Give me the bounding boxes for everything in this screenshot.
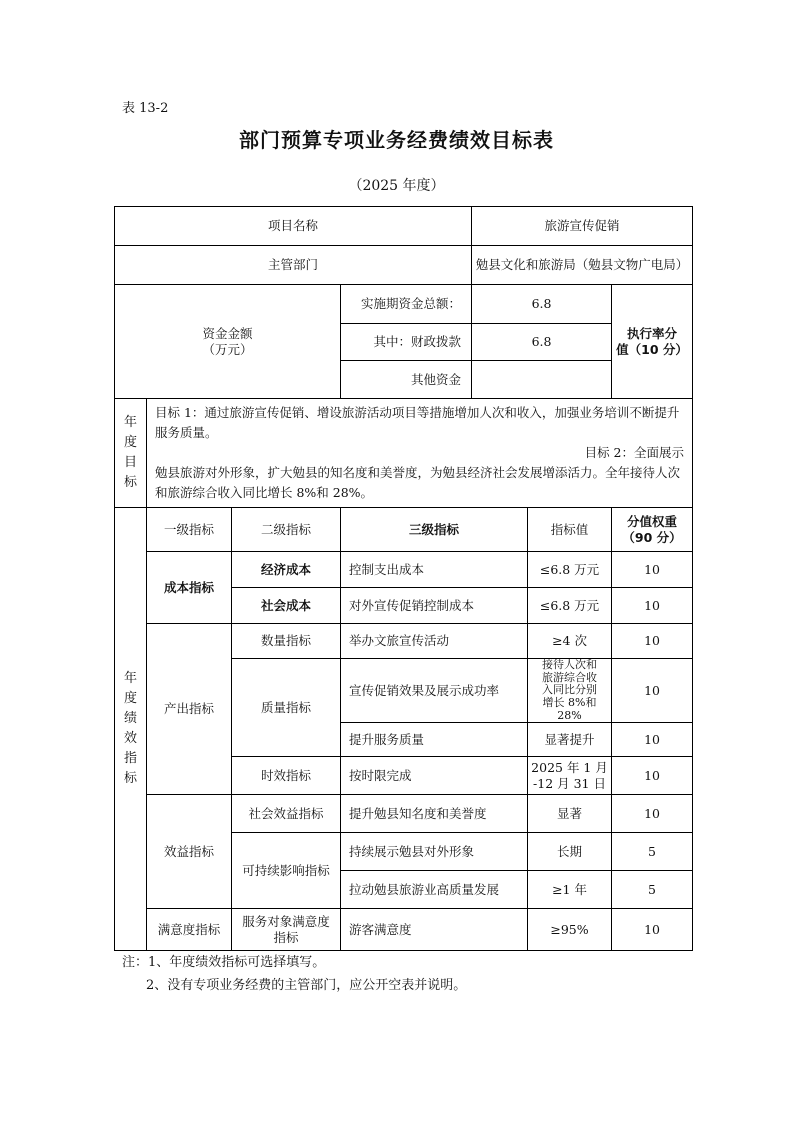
project-name-label: 项目名称: [115, 207, 472, 246]
score-cell: 10: [612, 723, 693, 757]
level2-cell: 可持续影响指标: [232, 833, 341, 909]
funds-label: 资金金额 （万元）: [115, 285, 341, 399]
table-row: [115, 909, 693, 951]
total-funds-value: 6.8: [472, 285, 612, 324]
execution-rate-label: 执行率分 值（10 分）: [612, 285, 693, 399]
level3-cell: 按时限完成: [341, 757, 528, 795]
fiscal-funds-value: 6.8: [472, 324, 612, 361]
value-cell: ≥4 次: [528, 624, 612, 659]
department-value: 勉县文化和旅游局（勉县文物广电局）: [472, 246, 693, 285]
note-1: 注：1、年度绩效指标可选择填写。: [122, 955, 326, 970]
score-cell: 5: [612, 833, 693, 871]
performance-target-table: [114, 206, 693, 951]
level2-cell: 数量指标: [232, 624, 341, 659]
score-cell: 10: [612, 757, 693, 795]
score-cell: 10: [612, 909, 693, 951]
fiscal-funds-label: 其中：财政拨款: [341, 324, 472, 361]
value-cell: 显著: [528, 795, 612, 833]
value-cell: ≤6.8 万元: [528, 552, 612, 588]
note-2: 2、没有专项业务经费的主管部门，应公开空表并说明。: [146, 978, 467, 993]
level3-cell: 提升服务质量: [341, 723, 528, 757]
project-name-value: 旅游宣传促销: [472, 207, 693, 246]
score-cell: 10: [612, 588, 693, 624]
value-cell: ≥95%: [528, 909, 612, 951]
value-cell: 长期: [528, 833, 612, 871]
department-label: 主管部门: [115, 246, 472, 285]
level2-cell: 质量指标: [232, 659, 341, 757]
year-subtitle: （2025 年度）: [348, 178, 445, 194]
value-cell: 显著提升: [528, 723, 612, 757]
table-row: [115, 795, 693, 833]
level3-cell: 对外宣传促销控制成本: [341, 588, 528, 624]
score-cell: 10: [612, 552, 693, 588]
header-level2: 二级指标: [232, 508, 341, 552]
score-cell: 10: [612, 795, 693, 833]
score-cell: 5: [612, 871, 693, 909]
level3-cell: 拉动勉县旅游业高质量发展: [341, 871, 528, 909]
indicators-section-label: 年 度 绩 效 指 标: [115, 508, 147, 951]
score-cell: 10: [612, 624, 693, 659]
level1-cost: 成本指标: [147, 552, 232, 624]
goal-1: 目标 1：通过旅游宣传促销、增设旅游活动项目等措施增加人次和收入，加强业务培训不断提升服务质量。: [155, 405, 680, 440]
level3-cell: 举办文旅宣传活动: [341, 624, 528, 659]
level3-cell: 提升勉县知名度和美誉度: [341, 795, 528, 833]
level1-benefit: 效益指标: [147, 795, 232, 909]
header-value: 指标值: [528, 508, 612, 552]
level2-cell: 经济成本: [232, 552, 341, 588]
level2-cell: 时效指标: [232, 757, 341, 795]
level3-cell: 宣传促销效果及展示成功率: [341, 659, 528, 723]
goal-2-head: 目标 2：全面展示: [584, 445, 685, 460]
value-cell: 2025 年 1 月 -12 月 31 日: [528, 757, 612, 795]
value-cell: ≥1 年: [528, 871, 612, 909]
table-number: 表 13-2: [122, 101, 169, 116]
level2-cell: 服务对象满意度 指标: [232, 909, 341, 951]
level3-cell: 游客满意度: [341, 909, 528, 951]
level3-cell: 持续展示勉县对外形象: [341, 833, 528, 871]
level3-cell: 控制支出成本: [341, 552, 528, 588]
level1-output: 产出指标: [147, 624, 232, 795]
level2-cell: 社会效益指标: [232, 795, 341, 833]
score-cell: 10: [612, 659, 693, 723]
level1-satisfaction: 满意度指标: [147, 909, 232, 951]
header-level3: 三级指标: [341, 508, 528, 552]
page-title: 部门预算专项业务经费绩效目标表: [239, 128, 554, 152]
goal-2-body: 勉县旅游对外形象，扩大勉县的知名度和美誉度，为勉县经济社会发展增添活力。全年接待人次和旅游综合收入同比增长 8%和 28%。: [155, 465, 681, 500]
table-row: [115, 552, 693, 588]
level2-cell: 社会成本: [232, 588, 341, 624]
other-funds-label: 其他资金: [341, 361, 472, 399]
value-cell: ≤6.8 万元: [528, 588, 612, 624]
header-weight: 分值权重 （90 分）: [612, 508, 693, 552]
annual-goals-label: 年 度 目 标: [115, 399, 147, 508]
value-cell: 接待人次和 旅游综合收 入同比分别 增长 8%和 28%: [528, 659, 612, 723]
header-level1: 一级指标: [147, 508, 232, 552]
annual-goals-text: [147, 399, 693, 508]
table-row: [115, 624, 693, 659]
other-funds-value: [472, 361, 612, 399]
total-funds-label: 实施期资金总额：: [341, 285, 472, 324]
